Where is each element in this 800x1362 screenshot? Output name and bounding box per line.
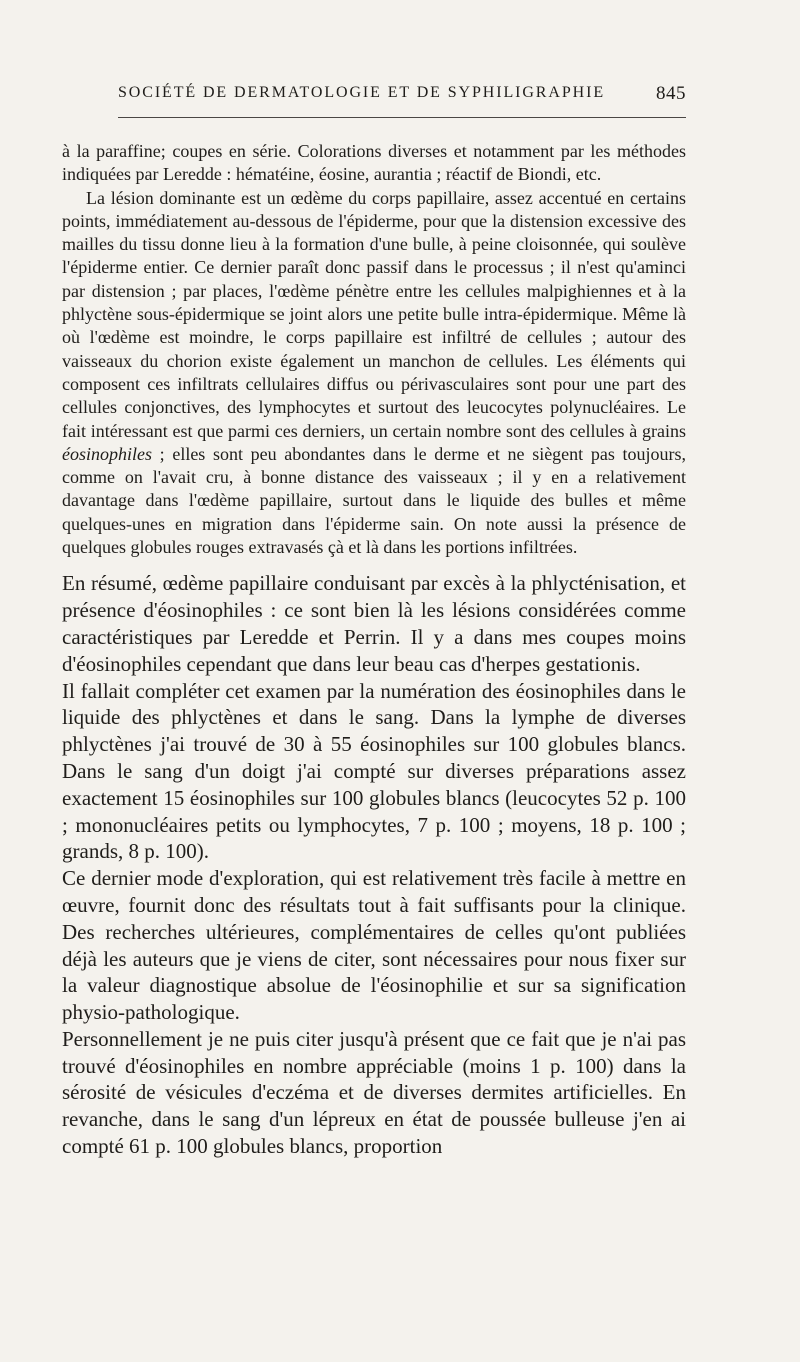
paragraph-1: à la paraffine; coupes en série. Colorations diverses et notamment par les méthodes indiquées par Leredde : hématéine, éosine, aurantia ; réactif de Biondi, etc. [62, 141, 686, 185]
italic-term: éosinophiles [62, 443, 152, 464]
running-head [118, 84, 686, 110]
running-title: SOCIÉTÉ DE DERMATOLOGIE ET DE SYPHILIGRAPHIE [118, 84, 605, 101]
page-number: 845 [656, 83, 686, 104]
paragraph-6: Personnellement je ne puis citer jusqu'à présent que ce fait que je n'ai pas trouvé d'éosinophiles en nombre appréciable (moins 1 p. 100) dans la sérosité de vésicules d'eczéma et de diverses dermites artificielles. En revanche, dans le sang d'un lépreux en état de poussée bulleuse j'en ai compté 61 p. 100 globules blancs, proportion [62, 1026, 686, 1159]
paragraph-3: En résumé, œdème papillaire conduisant par excès à la phlycténisation, et présence d'éosinophiles : ce sont bien là les lésions considérées comme caractéristiques par Leredde et Perrin. Il y a dans mes coupes moins d'éosinophiles cependant que dans leur beau cas d'herpes gestationis. [62, 571, 686, 676]
small-type-section [62, 140, 686, 559]
paragraph-4: Il fallait compléter cet examen par la numération des éosinophiles dans le liquide des phlyctènes et dans le sang. Dans la lymphe de diverses phlyctènes j'ai trouvé de 30 à 55 éosinophiles sur 100 globules blancs. Dans le sang d'un doigt j'ai compté sur diverses préparations assez exactement 15 éosinophiles sur 100 globules blancs (leucocytes 52 p. 100 ; mononucléaires petits ou lymphocytes, 7 p. 100 ; moyens, 18 p. 100 ; grands, 8 p. 100). [62, 678, 686, 864]
body-text [62, 140, 686, 1160]
paragraph-2-text-start: La lésion dominante est un œdème du corps papillaire, assez accentué en certains points, immédiatement au-dessous de l'épiderme, pour que la distension excessive des mailles du tissu donne lieu à la formation d'une bulle, à peine cloisonnée, qui soulève l'épiderme entier. Ce dernier paraît donc passif dans le processus ; il n'est qu'aminci par distension ; par places, l'œdème pénètre entre les cellules malpighiennes et à la phlyctène sous-épidermique se joint alors une petite bulle intra-épidermique. Même là où l'œdème est moindre, le corps papillaire est infiltré de cellules ; autour des vaisseaux du chorion existe également un manchon de cellules. Les éléments qui composent ces infiltrats cellulaires diffus ou périvasculaires sont pour une part des cellules conjonctives, des lymphocytes et surtout des leucocytes polynucléaires. Le fait intéressant est que parmi ces derniers, un certain nombre sont des cellules à grains [62, 187, 686, 441]
paragraph-5: Ce dernier mode d'exploration, qui est relativement très facile à mettre en œuvre, fournit donc des résultats tout à fait suffisants pour la clinique. Des recherches ultérieures, complémentaires de celles qu'ont publiées déjà les auteurs que je viens de citer, sont nécessaires pour nous fixer sur la valeur diagnostique absolue de l'éosinophilie et sur sa signification physio-pathologique. [62, 866, 686, 1025]
paragraph-2-text-end: ; elles sont peu abondantes dans le derme et ne siègent pas toujours, comme on l'avait cru, à bonne distance des vaisseaux ; il y en a relativement davantage dans l'œdème papillaire, surtout dans le liquide des bulles et même quelques-unes en migration dans l'épiderme sain. On note aussi la présence de quelques globules rouges extravasés çà et là dans les portions infiltrées. [62, 443, 686, 558]
large-type-section [62, 570, 686, 1160]
header-rule [118, 117, 686, 118]
paragraph-2 [62, 187, 686, 560]
